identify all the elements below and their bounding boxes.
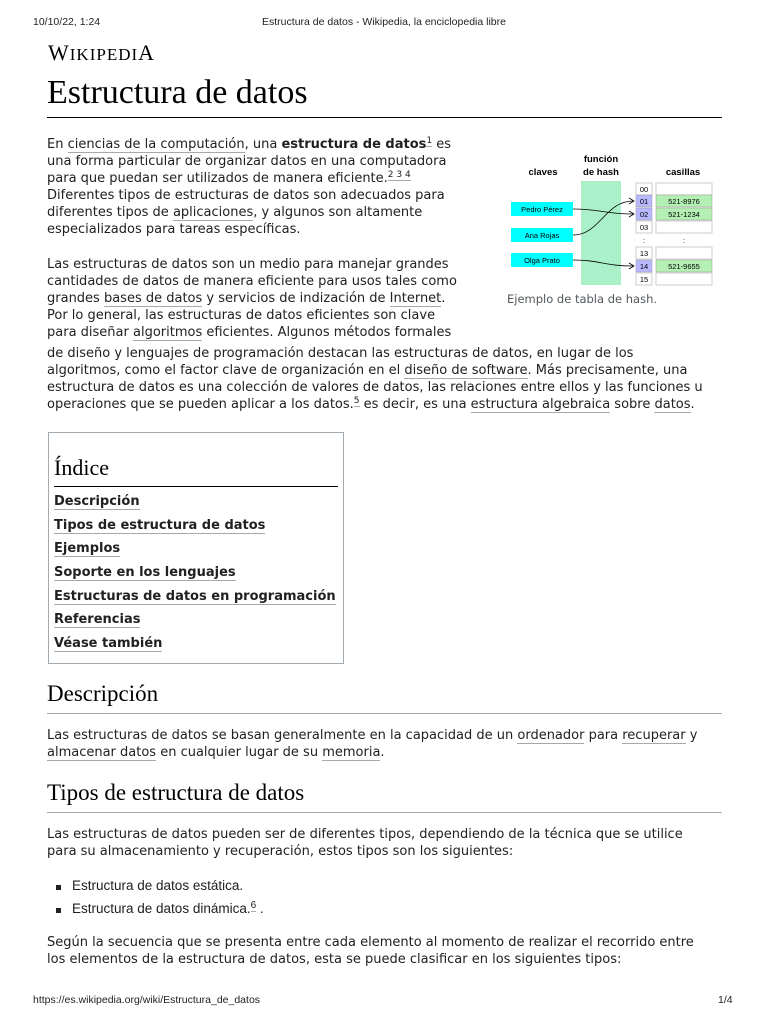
toc-title: Índice — [54, 455, 109, 480]
ref-5[interactable]: 5 — [353, 396, 360, 406]
ref-2-3-4[interactable]: 2 3 4 — [387, 170, 411, 180]
diagram-caption: Ejemplo de tabla de hash. — [507, 292, 658, 306]
header-funcion: función — [583, 154, 619, 165]
hash-key-label: Pedro Pérez — [521, 205, 563, 214]
tipos-paragraph-2: Según la secuencia que se presenta entre cada elemento al momento de realizar el recorrido entre los elementos de la estructura de datos, esta se puede clasificar en los siguientes tipos: — [47, 935, 694, 967]
link-internet[interactable]: Internet — [389, 291, 442, 306]
link-datos[interactable]: datos — [654, 397, 691, 412]
paragraph-2-narrow: Las estructuras de datos son un medio para manejar grandes cantidades de datos de manera eficiente para usos tales como grandes bases de datos y servicios de indización de Internet. Por lo general, las estructuras de datos eficientes son clave para diseñar algoritmos eficientes. Algunos métodos formales — [47, 257, 457, 340]
hash-value-label: 521-9655 — [668, 262, 700, 271]
wikipedia-logo[interactable] — [48, 40, 155, 66]
title-rule — [47, 117, 722, 118]
section-rule-tipos — [47, 812, 722, 813]
tipos-bullet-list — [56, 878, 264, 924]
hash-function-box — [581, 181, 621, 285]
hash-value-label: 521-1234 — [668, 210, 700, 219]
hash-table-diagram[interactable] — [505, 150, 720, 290]
toc-item-referencias[interactable]: Referencias — [54, 612, 141, 628]
header-claves: claves — [528, 167, 558, 178]
page-title: Estructura de datos — [47, 74, 308, 111]
link-memoria[interactable]: memoria — [322, 745, 381, 760]
link-aplicaciones[interactable]: aplicaciones — [172, 205, 254, 220]
hash-value-label: : — [682, 236, 686, 245]
hash-slot-label: 13 — [639, 249, 649, 258]
ref-6[interactable]: 6 — [250, 900, 257, 911]
logo-letter-first: W — [48, 40, 70, 65]
section-rule-descripcion — [47, 713, 722, 714]
toc-item-ejemplos[interactable]: Ejemplos — [54, 541, 121, 557]
link-ciencias-computacion[interactable]: ciencias de la computación — [67, 137, 245, 152]
descripcion-paragraph: Las estructuras de datos se basan generalmente en la capacidad de un ordenador para recuperar y almacenar datos en cualquier lugar de su memoria. — [47, 728, 698, 760]
hash-value-box — [656, 221, 712, 233]
toc-item-soporte[interactable]: Soporte en los lenguajes — [54, 565, 236, 581]
hash-slot-label: 15 — [639, 275, 649, 284]
link-estructura-algebraica[interactable]: estructura algebraica — [470, 397, 611, 412]
hash-value-box — [656, 183, 712, 195]
hash-slot-label: 00 — [639, 185, 649, 194]
link-almacenar-datos[interactable]: almacenar datos — [47, 745, 157, 760]
link-diseno-software[interactable]: diseño de software — [404, 363, 528, 378]
toc-item-tipos[interactable]: Tipos de estructura de datos — [54, 517, 266, 533]
hash-slot-label: : — [642, 236, 646, 245]
hash-key-label: Olga Prato — [524, 256, 560, 265]
hash-slot-label: 01 — [639, 197, 649, 206]
section-heading-descripcion: Descripción — [47, 681, 159, 706]
print-url: https://es.wikipedia.org/wiki/Estructura_de_datos — [33, 994, 261, 1006]
print-datetime: 10/10/22, 1:24 — [33, 16, 101, 28]
section-heading-tipos: Tipos de estructura de datos — [47, 780, 305, 805]
hash-key-label: Ana Rojas — [524, 231, 560, 240]
table-of-contents — [48, 432, 344, 664]
intro-paragraph: En ciencias de la computación, una estructura de datos$^1$ es una forma particular de organizar datos en una computadora para que puedan ser utilizados de manera eficiente.$^{2 3 4}$ Diferentes tipos de estructuras de datos son adecuados para diferentes tipos de aplicaciones, y algunos son altamente especializados para tareas específicas. — [47, 136, 452, 237]
list-item: Estructura de datos dinámica.$^6$ . — [56, 901, 264, 924]
paragraph-2-wide: de diseño y lenguajes de programación destacan las estructuras de datos, en lugar de los algoritmos, como el factor clave de organización en el diseño de software. Más precisamente, una estructura de datos es una colección de valores de datos, las relaciones entre ellos y las funciones u operaciones que se pueden aplicar a los datos.$^5$ es decir, es una estructura algebraica sobre datos. — [47, 346, 703, 412]
hash-value-box — [656, 273, 712, 285]
toc-item-programacion[interactable]: Estructuras de datos en programación — [54, 588, 336, 604]
link-ordenador[interactable]: ordenador — [517, 728, 585, 743]
ref-1[interactable]: 1 — [426, 136, 433, 146]
link-recuperar[interactable]: recuperar — [622, 728, 686, 743]
toc-item-descripcion[interactable]: Descripción — [54, 494, 140, 509]
toc-item-vease[interactable]: Véase también — [54, 636, 163, 652]
logo-letters-mid: IKIPEDI — [69, 45, 139, 64]
print-page-number: 1/4 — [718, 994, 733, 1006]
link-bases-de-datos[interactable]: bases de datos — [103, 291, 203, 306]
hash-value-box — [656, 247, 712, 259]
hash-value-label: 521-8976 — [668, 197, 700, 206]
print-page-title: Estructura de datos - Wikipedia, la enciclopedia libre — [262, 16, 506, 28]
toc-rule — [54, 486, 338, 487]
header-de-hash: de hash — [583, 167, 619, 178]
list-item: Estructura de datos estática. — [56, 878, 264, 901]
header-casillas: casillas — [665, 167, 701, 178]
link-algoritmos[interactable]: algoritmos — [132, 325, 203, 340]
logo-letter-last: A — [138, 40, 156, 65]
hash-slot-label: 14 — [639, 262, 649, 271]
tipos-paragraph-1: Las estructuras de datos pueden ser de diferentes tipos, dependiendo de la técnica que se utilice para su almacenamiento y recuperación, estos tipos son los siguientes: — [47, 827, 683, 859]
hash-slot-label: 02 — [639, 210, 649, 219]
hash-slot-label: 03 — [639, 223, 649, 232]
